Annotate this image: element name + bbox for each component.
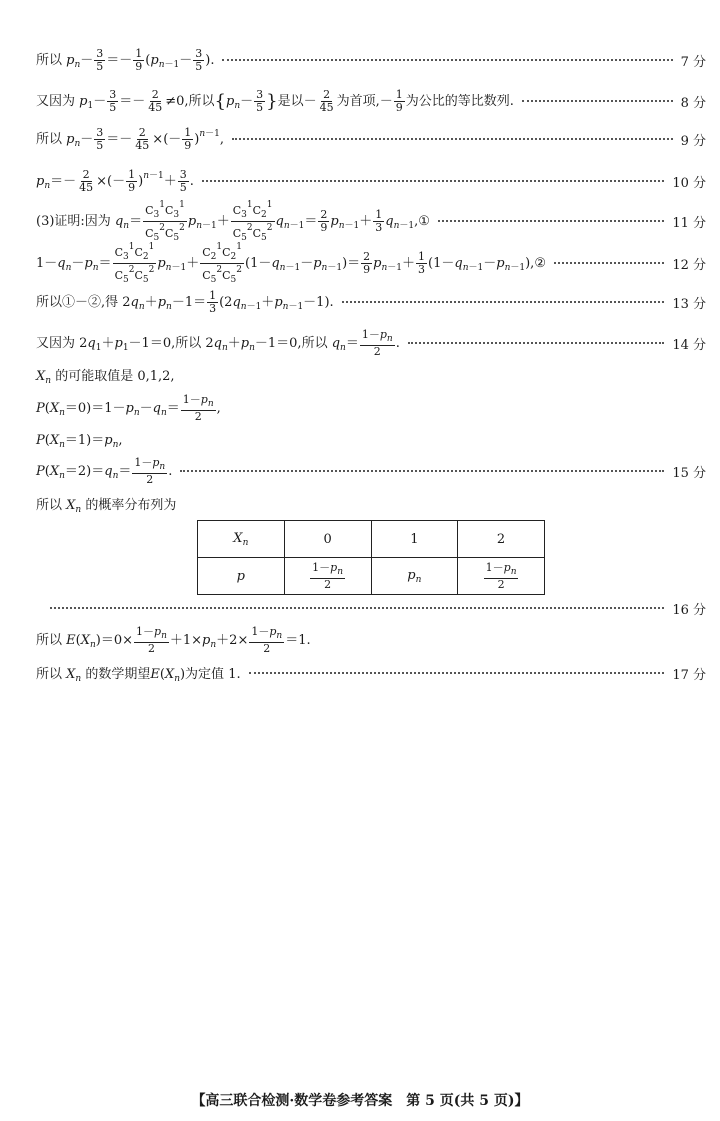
table-row	[198, 521, 545, 558]
dot-leader	[202, 180, 664, 182]
dot-leader	[342, 301, 665, 303]
table-cell: 1	[371, 521, 458, 558]
score-label: 12 分	[672, 257, 706, 273]
dot-leader	[222, 59, 672, 61]
line-17-text: 所以 $X_n$ 的数学期望$E(X_n)$为定值 1.	[36, 666, 241, 684]
table-cell: $\frac{1-p_n}{2}$	[458, 558, 545, 595]
table-cell: $\frac{1-p_n}{2}$	[284, 558, 371, 595]
line-values	[36, 360, 706, 390]
score-label: 14 分	[672, 337, 706, 353]
score-label: 10 分	[672, 175, 706, 191]
line-p1	[36, 424, 706, 454]
table-cell: $X_n$	[198, 521, 285, 558]
line-10	[36, 166, 706, 196]
line-dist-intro	[36, 489, 706, 519]
table-cell: p	[198, 558, 285, 595]
line-14	[36, 328, 706, 358]
table-cell: 0	[284, 521, 371, 558]
table-cell: $p_n$	[371, 558, 458, 595]
line-11-text: (3)证明:因为 $q_n=$ $\frac{C_3^1C_3^1}{C_5^2C_5^2}$ $p_{n-1}+$ $\frac{C_3^1C_2^1}{C_5^2C_5^2}$ $q_{n-1}=$ $\frac{2}{9}$ $p_{n-1}+$ $\frac{1}{3}$ $q_{n-1},①$	[36, 199, 430, 243]
dot-leader	[408, 342, 664, 344]
line-9-text: 所以 $p_n-$ $\frac{3}{5}$ ＝－ $\frac{2}{45}$ ×(－ $\frac{1}{9}$ )$^{n-1}$,	[36, 126, 225, 152]
line-11	[36, 199, 706, 243]
line-8	[36, 86, 706, 116]
line-dist-intro-text: 所以 $X_n$ 的概率分布列为	[36, 497, 177, 515]
score-label: 7 分	[680, 54, 706, 70]
line-10-text: $p_n=-$ $\frac{2}{45}$ ×(－ $\frac{1}{9}$ )$^{n-1}$＋ $\frac{3}{5}$ .	[36, 168, 194, 194]
dot-leader	[522, 100, 673, 102]
line-p2	[36, 456, 706, 486]
line-9	[36, 124, 706, 154]
score-label: 13 分	[672, 296, 706, 312]
dot-leader	[249, 672, 665, 674]
line-14-text: 又因为 $2q_1+p_1-1=0$,所以 $2q_n+p_n-1=0$,所以 $q_n=$ $\frac{1-p_n}{2}$ .	[36, 327, 400, 358]
line-13-text: 所以①－②,得 $2q_n+p_n-1=$ $\frac{1}{3}$ $(2q_{n-1}+p_{n-1}-1)$.	[36, 288, 334, 315]
distribution-table	[197, 520, 545, 595]
line-12	[36, 241, 706, 285]
score-label: 16 分	[672, 602, 706, 618]
score-label: 11 分	[672, 215, 706, 231]
line-16	[36, 593, 706, 623]
dot-leader	[554, 262, 664, 264]
line-7	[36, 45, 706, 75]
line-p0-text: $P(X_n=0)=1-p_n-q_n=$ $\frac{1-p_n}{2}$ ,	[36, 392, 221, 423]
dot-leader	[438, 220, 664, 222]
score-label: 8 分	[680, 95, 706, 111]
dot-leader	[50, 607, 664, 609]
line-8-text: 又因为 $p_1-$ $\frac{3}{5}$ ＝－ $\frac{2}{45}$ ≠0,所以{$p_n-$ $\frac{3}{5}$ }是以－ $\frac{2}{45}$ 为首项,－ $\frac{1}{9}$ 为公比的等比数列.	[36, 87, 514, 114]
score-label: 17 分	[672, 667, 706, 683]
line-7-text: 所以 $p_n-$ $\frac{3}{5}$ ＝－ $\frac{1}{9}$ ($p_{n-1}-$ $\frac{3}{5}$ ).	[36, 46, 215, 73]
table-row	[198, 558, 545, 595]
table-cell: 2	[458, 521, 545, 558]
line-p1-text: $P(X_n=1)=p_n$,	[36, 432, 123, 450]
score-label: 9 分	[680, 133, 706, 149]
line-p2-text: $P(X_n=2)=q_n=$ $\frac{1-p_n}{2}$ .	[36, 455, 173, 486]
dot-leader	[232, 138, 673, 140]
page-footer: 【高三联合检测·数学卷参考答案 第 5 页(共 5 页)】	[191, 1093, 529, 1109]
line-expectation-text: 所以 $E(X_n)=0\times$ $\frac{1-p_n}{2}$ $+1\times p_n+2\times$ $\frac{1-p_n}{2}$ ＝1.	[36, 624, 311, 655]
line-p0	[36, 393, 706, 423]
line-13	[36, 287, 706, 317]
line-expectation	[36, 625, 706, 655]
line-17	[36, 658, 706, 688]
score-label: 15 分	[672, 465, 706, 481]
line-values-text: $X_n$ 的可能取值是 0,1,2,	[36, 368, 175, 386]
line-12-text: $1-q_n-p_n=$ $\frac{C_3^1C_2^1}{C_5^2C_5^2}$ $p_{n-1}+$ $\frac{C_2^1C_2^1}{C_5^2C_5^2}$ $(1-q_{n-1}-p_{n-1})=$ $\frac{2}{9}$ $p_{n-1}+$ $\frac{1}{3}$ $(1-q_{n-1}-p_{n-1}),②$	[36, 241, 546, 285]
dot-leader	[180, 470, 664, 472]
